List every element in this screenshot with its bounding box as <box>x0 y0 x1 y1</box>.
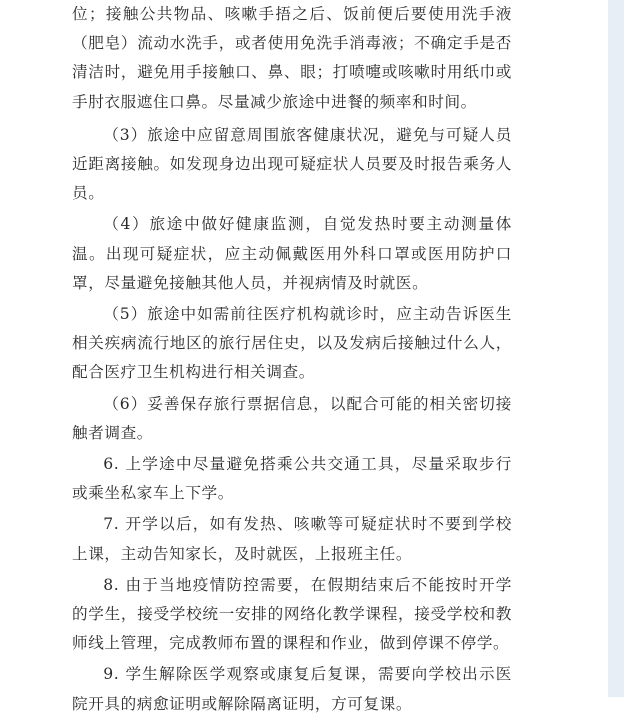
paragraph-point-6: 6. 上学途中尽量避免搭乘公共交通工具，尽量采取步行或乘坐私家车上下学。 <box>72 455 512 503</box>
paragraph-item-3: （3）旅途中应留意周围旅客健康状况，避免与可疑人员近距离接触。如发现身边出现可疑症状人员要及时报告乘务人员。 <box>72 125 512 203</box>
paragraph-item-4: （4）旅途中做好健康监测，自觉发热时要主动测量体温。出现可疑症状，应主动佩戴医用外科口罩或医用防护口罩，尽量避免接触其他人员，并视病情及时就医。 <box>72 215 512 292</box>
document-body <box>72 0 512 719</box>
paragraph-item-5: （5）旅途中如需前往医疗机构就诊时，应主动告诉医生相关疾病流行地区的旅行居住史，以及发病后接触过什么人，配合医疗卫生机构进行相关调查。 <box>72 305 512 382</box>
paragraph-hygiene-continued: 位；接触公共物品、咳嗽手捂之后、饭前便后要使用洗手液（肥皂）流动水洗手，或者使用免洗手消毒液；不确定手是否清洁时，避免用手接触口、鼻、眼；打喷嚏或咳嗽时用纸巾或手肘衣服遮住口鼻。尽量减少旅途中进餐的频率和时间。 <box>72 5 512 111</box>
paragraph-point-8: 8. 由于当地疫情防控需要，在假期结束后不能按时开学的学生，接受学校统一安排的网络化教学课程，接受学校和教师线上管理，完成教师布置的课程和作业，做到停课不停学。 <box>72 575 512 653</box>
paragraph-item-6: （6）妥善保存旅行票据信息，以配合可能的相关密切接触者调查。 <box>72 394 512 442</box>
paragraph-point-7: 7. 开学以后，如有发热、咳嗽等可疑症状时不要到学校上课，主动告知家长，及时就医，上报班主任。 <box>72 515 512 563</box>
paragraph-point-9: 9. 学生解除医学观察或康复后复课，需要向学校出示医院开具的病愈证明或解除隔离证明，方可复课。 <box>72 665 512 713</box>
page-edge-strip <box>608 0 624 697</box>
